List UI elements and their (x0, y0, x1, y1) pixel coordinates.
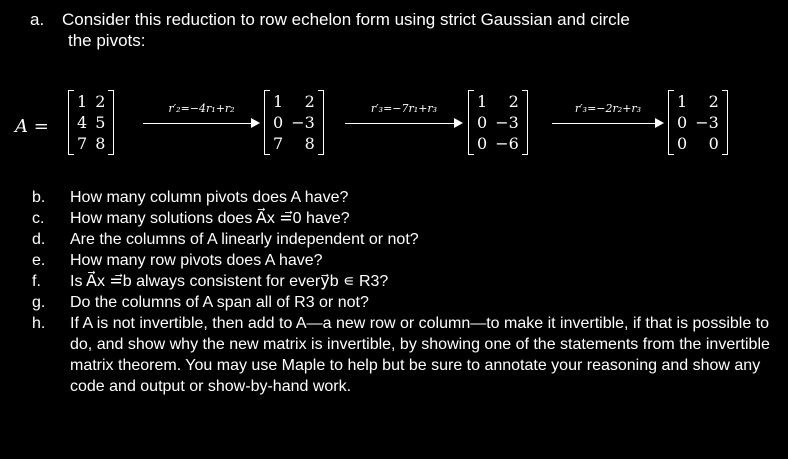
matrix-2 (468, 90, 528, 155)
list-item (32, 187, 772, 208)
matrix-cell: −6 (495, 134, 519, 153)
row-op-arrow-3 (552, 102, 664, 142)
matrix-cell: 0 (677, 134, 688, 153)
matrix-cell: 2 (304, 92, 315, 111)
matrix-cell: −3 (291, 113, 315, 132)
question-label: d. (32, 231, 46, 248)
list-item (32, 271, 772, 292)
question-a-line2: the pivots: (68, 31, 146, 50)
question-label: g. (32, 294, 46, 311)
question-label: h. (32, 315, 46, 332)
question-list (32, 187, 772, 397)
matrix-cell: 8 (304, 134, 315, 153)
question-text: How many row pivots does A have? (70, 252, 323, 269)
matrix-0 (68, 90, 114, 155)
matrix-cell: 2 (508, 92, 519, 111)
matrix-cell: 1 (77, 92, 88, 111)
matrix-cell: 2 (708, 92, 719, 111)
question-text: Do the columns of A span all of R3 or not? (70, 294, 369, 311)
matrix-cell: 0 (708, 134, 719, 153)
arrow-icon (454, 118, 463, 128)
question-label: b. (32, 189, 46, 206)
question-a-line1: Consider this reduction to row echelon form using strict Gaussian and circle (62, 10, 630, 29)
arrow-icon (251, 118, 260, 128)
matrix-cell: 0 (477, 113, 488, 132)
row-op-label: r′₂=−4r₁+r₂ (168, 102, 235, 115)
matrix-cell: 2 (95, 92, 106, 111)
question-a (30, 9, 770, 51)
matrix-cell: −3 (695, 113, 719, 132)
row-op-arrow-1 (143, 102, 260, 142)
question-label: e. (32, 252, 46, 269)
matrix-cell: 5 (95, 113, 106, 132)
matrix-cell: 0 (677, 113, 688, 132)
matrix-cell: 1 (477, 92, 488, 111)
list-item (32, 250, 772, 271)
question-text: Are the columns of A linearly independent or not? (70, 231, 419, 248)
matrix-1 (264, 90, 324, 155)
matrix-cell: 8 (95, 134, 106, 153)
arrow-icon (655, 118, 664, 128)
list-item (32, 313, 772, 397)
matrix-cell: 0 (273, 113, 284, 132)
question-text: If A is not invertible, then add to A—a new row or column—to make it invertible, if that is possible to do, and show why the new matrix is invertible, by showing one of the statements from the invertible matrix theorem. You may use Maple to help but be sure to annotate your reasoning and show any code and output or show-by-hand work. (70, 315, 770, 395)
question-text: How many solutions does A⃗x =⃗0 have? (70, 210, 350, 227)
matrix-a-label: A = (15, 116, 49, 137)
matrix-3 (668, 90, 728, 155)
row-op-arrow-2 (345, 102, 463, 142)
matrix-cell: 1 (273, 92, 284, 111)
list-item (32, 229, 772, 250)
row-op-label: r′₃=−7r₁+r₃ (370, 102, 438, 115)
question-label: f. (32, 273, 41, 290)
matrix-cell: −3 (495, 113, 519, 132)
row-reduction-equation (0, 83, 788, 173)
matrix-cell: 7 (273, 134, 284, 153)
question-label: c. (32, 210, 45, 227)
question-text: Is A⃗x =⃗b always consistent for every⃗b ∊ R3? (70, 273, 389, 290)
matrix-cell: 7 (77, 134, 88, 153)
matrix-cell: 4 (77, 113, 88, 132)
matrix-cell: 0 (477, 134, 488, 153)
list-item (32, 208, 772, 229)
question-label: a. (30, 10, 45, 29)
question-text: How many column pivots does A have? (70, 189, 349, 206)
matrix-cell: 1 (677, 92, 688, 111)
row-op-label: r′₃=−2r₂+r₃ (574, 102, 642, 115)
list-item (32, 292, 772, 313)
